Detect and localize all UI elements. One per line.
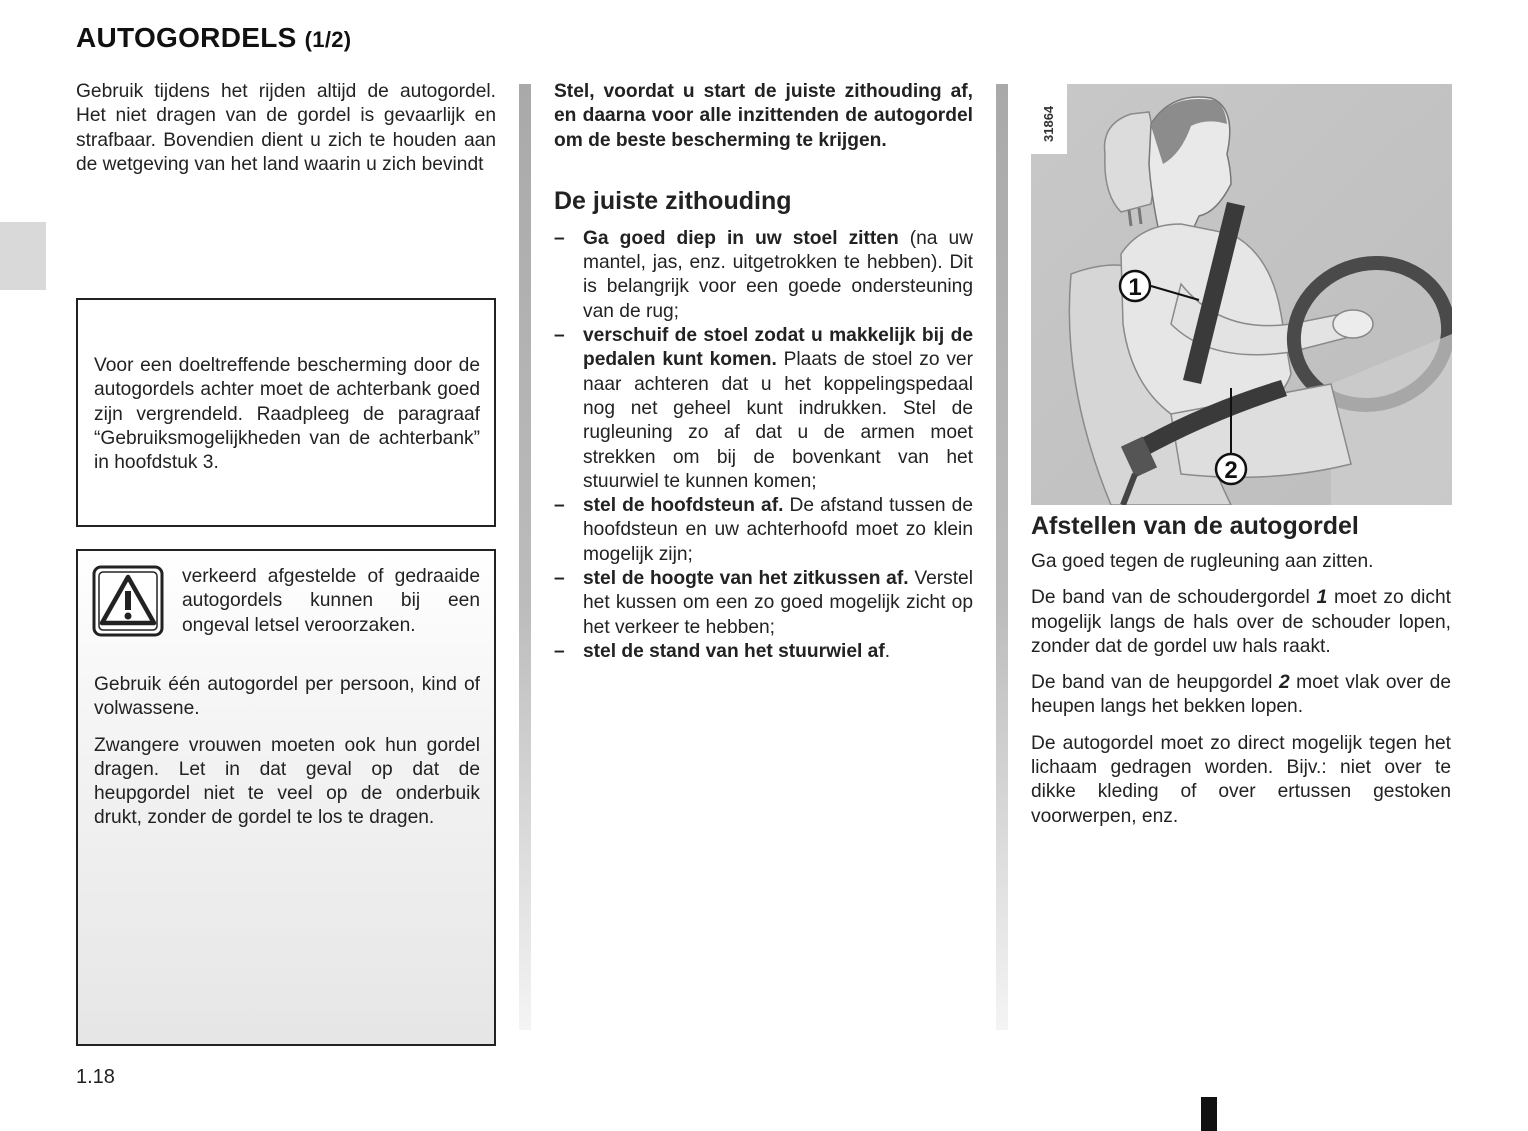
- list-dash: –: [554, 568, 565, 590]
- seatbelt-illustration: [1031, 84, 1452, 505]
- figure-ref-number: 31864: [1041, 105, 1056, 142]
- paragraph: Ga goed tegen de rugleuning aan zitten.: [1031, 551, 1374, 572]
- callout-ref: 1: [1316, 587, 1328, 609]
- paragraph: De autogordel moet zo direct mogelijk tegen het lichaam gedragen worden. Bijv.: niet over te dikke kleding of over ertussen gestoken voorwerpen, enz.: [1031, 732, 1451, 827]
- right-column: [1031, 512, 1451, 841]
- list-item: [554, 227, 973, 324]
- warning-paragraphs: [94, 673, 480, 843]
- item-text: (na uw mantel, jas, enz. uitgetrokken te hebben). Dit is belangrijk voor een goede ondersteuning van de rug;: [583, 227, 974, 322]
- text-run: moet zo dicht mogelijk langs de hals over de schouder lopen, zonder dat de gordel uw hals raakt.: [1031, 587, 1451, 657]
- title-main: AUTOGORDELS: [76, 22, 297, 53]
- item-text: Verstel het kussen om een zo goed mogelijk zicht op het verkeer te hebben;: [583, 568, 973, 638]
- list-item: [554, 494, 973, 567]
- chapter-tab: [0, 222, 46, 290]
- warning-box: [76, 549, 496, 1046]
- column-separator: [996, 84, 1008, 1030]
- list-dash: –: [554, 325, 565, 347]
- callout-1: 1: [1128, 274, 1142, 301]
- list-item: [554, 640, 973, 664]
- page-title: [76, 22, 351, 54]
- middle-intro: Stel, voordat u start de juiste zithouding af, en daarna voor alle inzittenden de autogordel om de beste bescherming te krijgen.: [554, 81, 973, 151]
- title-suffix: (1/2): [304, 27, 352, 52]
- middle-column: [554, 80, 973, 664]
- callout-ref: 2: [1278, 672, 1290, 694]
- item-bold: stel de hoogte van het zitkussen af.: [583, 568, 909, 590]
- item-bold: verschuif de stoel zodat u makkelijk bij de pedalen kunt komen.: [583, 325, 973, 371]
- section-heading: De juiste zithouding: [554, 186, 792, 215]
- list-dash: –: [554, 227, 565, 249]
- item-bold: stel de hoofdsteun af.: [583, 495, 784, 517]
- warning-lead: verkeerd afgestelde of gedraaide autogordels kunnen bij een ongeval letsel veroorzaken.: [182, 566, 480, 636]
- item-text: Plaats de stoel zo ver naar achteren dat u het koppelingspedaal nog net geheel kunt indrukken. Stel de rugleuning zo af dat u de armen moet strekken om bij de bovenkant van het stuurwiel te kunnen komen;: [583, 349, 973, 492]
- intro-paragraph: Gebruik tijdens het rijden altijd de autogordel. Het niet dragen van de gordel is gevaarlijk en strafbaar. Bovendien dient u zich te houden aan de wetgeving van het land waarin u zich bevindt: [76, 81, 496, 175]
- page-marker: [1201, 1097, 1217, 1131]
- list-dash: –: [554, 495, 565, 517]
- warning-triangle-icon: [92, 565, 164, 637]
- column-separator: [519, 84, 531, 1030]
- item-text: De afstand tussen de hoofdsteun en uw achterhoofd moet zo klein mogelijk zijn;: [583, 495, 973, 565]
- item-bold: Ga goed diep in uw stoel zitten: [583, 227, 899, 249]
- page-number: 1.18: [76, 1066, 115, 1088]
- section-heading: Afstellen van de autogordel: [1031, 512, 1359, 540]
- note-text: Voor een doeltreffende bescherming door de autogordels achter moet de achterbank goed zijn vergrendeld. Raadpleeg de paragraaf “Gebruiksmogelijkheden van de achterbank” in hoofdstuk 3.: [94, 355, 480, 474]
- warning-paragraph: Gebruik één autogordel per persoon, kind of volwassene.: [94, 674, 480, 720]
- item-bold: stel de stand van het stuurwiel af: [583, 640, 885, 662]
- warning-paragraph: Zwangere vrouwen moeten ook hun gordel dragen. Let in dat geval op dat de heupgordel niet te veel op de onderbuik drukt, zonder de gordel te los te dragen.: [94, 734, 480, 829]
- list-item: [554, 324, 973, 494]
- text-run: De band van de heupgordel: [1031, 672, 1279, 694]
- note-box: [76, 298, 496, 527]
- paragraph: [1031, 671, 1451, 720]
- paragraph: [1031, 586, 1451, 659]
- item-text: .: [884, 640, 891, 662]
- text-run: moet vlak over de heupen langs het bekken lopen.: [1031, 672, 1451, 718]
- callout-2: 2: [1224, 457, 1238, 484]
- list-item: [554, 567, 973, 640]
- text-run: De band van de schoudergordel: [1031, 587, 1317, 609]
- list-dash: –: [554, 640, 565, 662]
- seating-list: [554, 227, 973, 664]
